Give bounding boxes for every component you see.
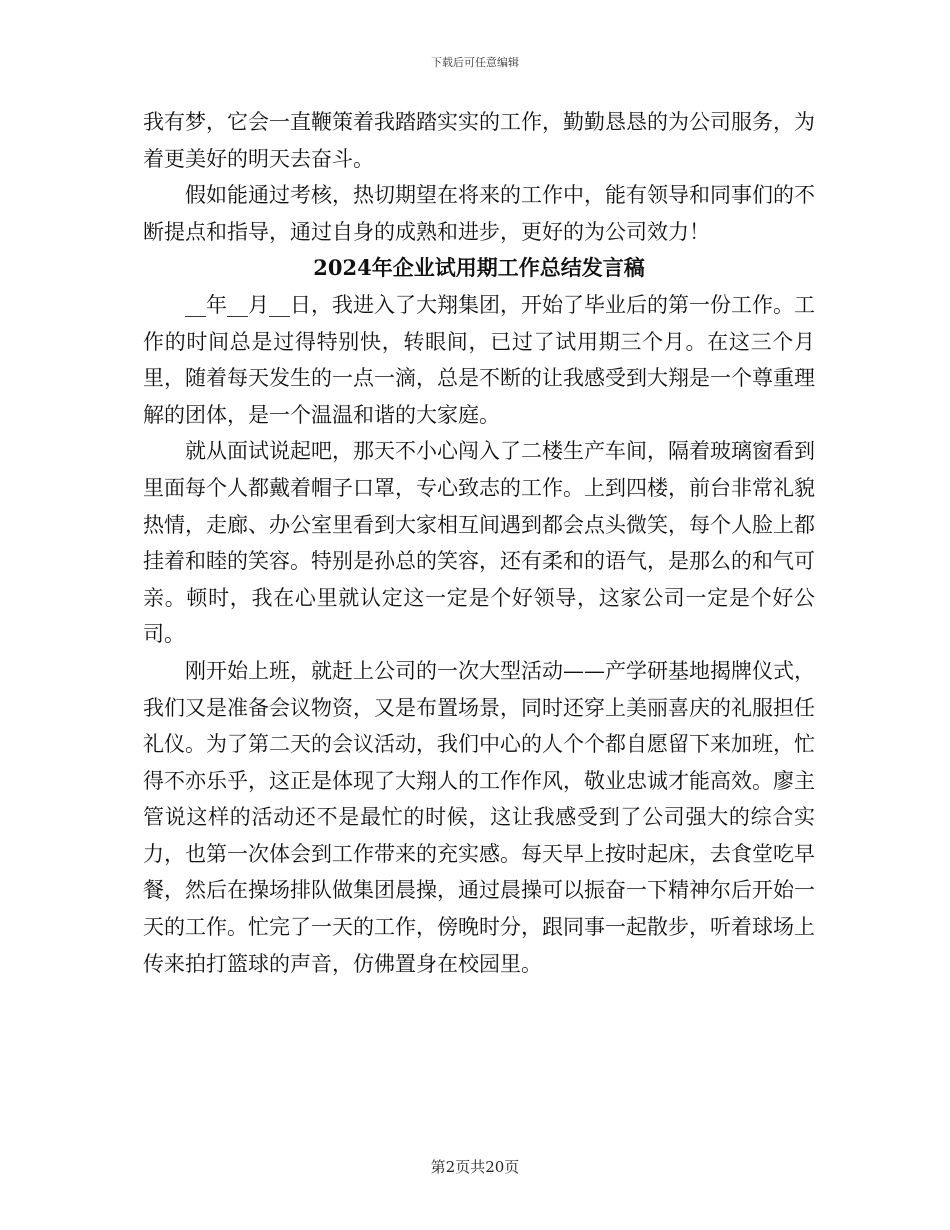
page-footer: 第2页共20页 (430, 1158, 520, 1176)
page-header: 下载后可任意编辑 (431, 56, 519, 69)
document-title: 2024年企业试用期工作总结发言稿 (313, 255, 645, 281)
paragraph-assessment: 假如能通过考核，热切期望在将来的工作中，能有领导和同事们的不断提点和指导，通过自身的成熟和进步，更好的为公司效力！ (143, 183, 815, 244)
paragraph-interview: 就从面试说起吧，那天不小心闯入了二楼生产车间，隔着玻璃窗看到里面每个人都戴着帽子口罩，专心致志的工作。上到四楼，前台非常礼貌热情，走廊、办公室里看到大家相互间遇到都会点头微笑，每个人脸上都挂着和睦的笑容。特别是孙总的笑容，还有柔和的语气，是那么的和气可亲。顿时，我在心里就认定这一定是个好领导，这家公司一定是个好公司。 (143, 439, 815, 647)
paragraph-continued: 我有梦，它会一直鞭策着我踏踏实实的工作，勤勤恳恳的为公司服务，为着更美好的明天去奋斗。 (143, 110, 815, 171)
document-body (143, 104, 815, 982)
paragraph-intro: __年__月__日，我进入了大翔集团，开始了毕业后的第一份工作。工作的时间总是过得特别快，转眼间，已过了试用期三个月。在这三个月里，随着每天发生的一点一滴，总是不断的让我感受到大翔是一个尊重理解的团体，是一个温温和谐的大家庭。 (143, 292, 815, 427)
paragraph-first-work: 刚开始上班，就赶上公司的一次大型活动——产学研基地揭牌仪式，我们又是准备会议物资，又是布置场景，同时还穿上美丽喜庆的礼服担任礼仪。为了第二天的会议活动，我们中心的人个个都自愿留下来加班，忙得不亦乐乎，这正是体现了大翔人的工作作风，敬业忠诚才能高效。廖主管说这样的活动还不是最忙的时候，这让我感受到了公司强大的综合实力，也第一次体会到工作带来的充实感。每天早上按时起床，去食堂吃早餐，然后在操场排队做集团晨操，通过晨操可以振奋一下精神尔后开始一天的工作。忙完了一天的工作，傍晚时分，跟同事一起散步，听着球场上传来拍打篮球的声音，仿佛置身在校园里。 (143, 658, 815, 976)
